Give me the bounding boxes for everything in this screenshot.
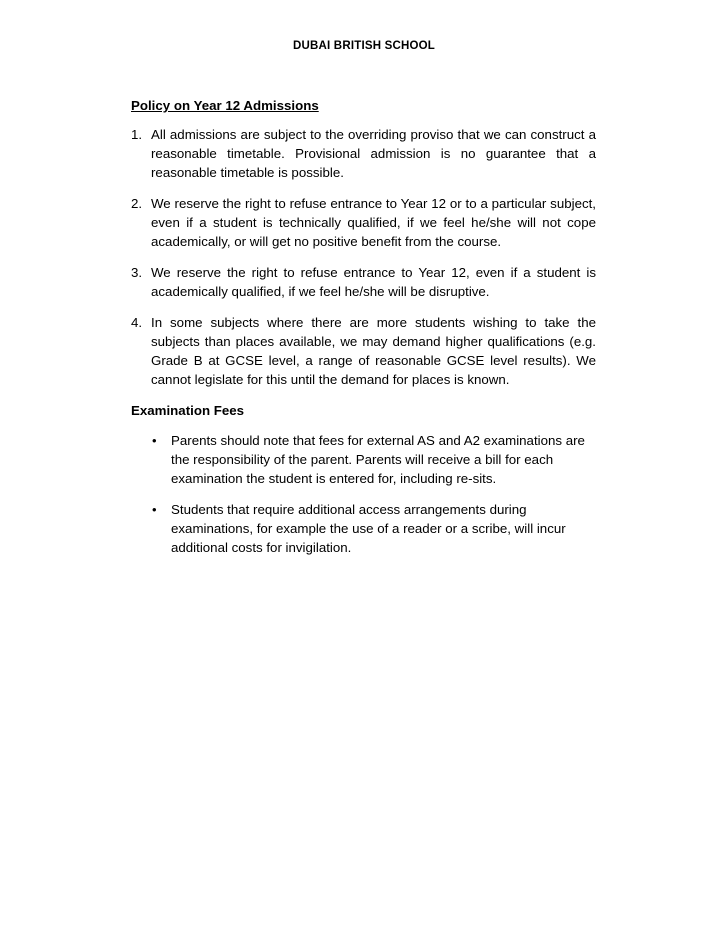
list-item-text: We reserve the right to refuse entrance to Year 12, even if a student is academically qualified, if we feel he/she will be disruptive. [151, 265, 596, 299]
list-item-number: 1. [131, 127, 143, 142]
list-item [131, 125, 596, 182]
examination-fees-title: Examination Fees [131, 403, 245, 418]
list-item-text: Parents should note that fees for external AS and A2 examinations are the responsibility of the parent. Parents will receive a bill for each examination the student is entered for, including re-sits. [171, 433, 585, 486]
list-item-text: Students that require additional access arrangements during examinations, for example the use of a reader or a scribe, will incur additional costs for invigilation. [171, 502, 566, 555]
list-item-number: 3. [131, 265, 143, 280]
examination-fees-list [131, 431, 596, 557]
admissions-policy-title: Policy on Year 12 Admissions [131, 98, 319, 113]
list-item-number: 2. [131, 196, 143, 211]
list-item [131, 263, 596, 301]
admissions-policy-list [131, 125, 596, 389]
list-item-text: All admissions are subject to the overriding proviso that we can construct a reasonable timetable. Provisional admission is no guarantee that a reasonable timetable is possible. [151, 127, 596, 180]
list-item [131, 431, 596, 488]
list-item [131, 194, 596, 251]
list-item-number: 4. [131, 315, 143, 330]
list-item [131, 500, 596, 557]
list-item-text: We reserve the right to refuse entrance to Year 12 or to a particular subject, even if a student is technically qualified, if we feel he/she will not cope academically, or will get no positive benefit from the course. [151, 196, 596, 249]
bullet-icon: • [152, 502, 157, 517]
list-item-text: In some subjects where there are more students wishing to take the subjects than places available, we may demand higher qualifications (e.g. Grade B at GCSE level, a range of reasonable GCSE level results). We cannot legislate for this until the demand for places is known. [151, 315, 596, 387]
bullet-icon: • [152, 433, 157, 448]
list-item [131, 313, 596, 389]
school-header: DUBAI BRITISH SCHOOL [293, 40, 435, 52]
document-body [131, 96, 596, 569]
